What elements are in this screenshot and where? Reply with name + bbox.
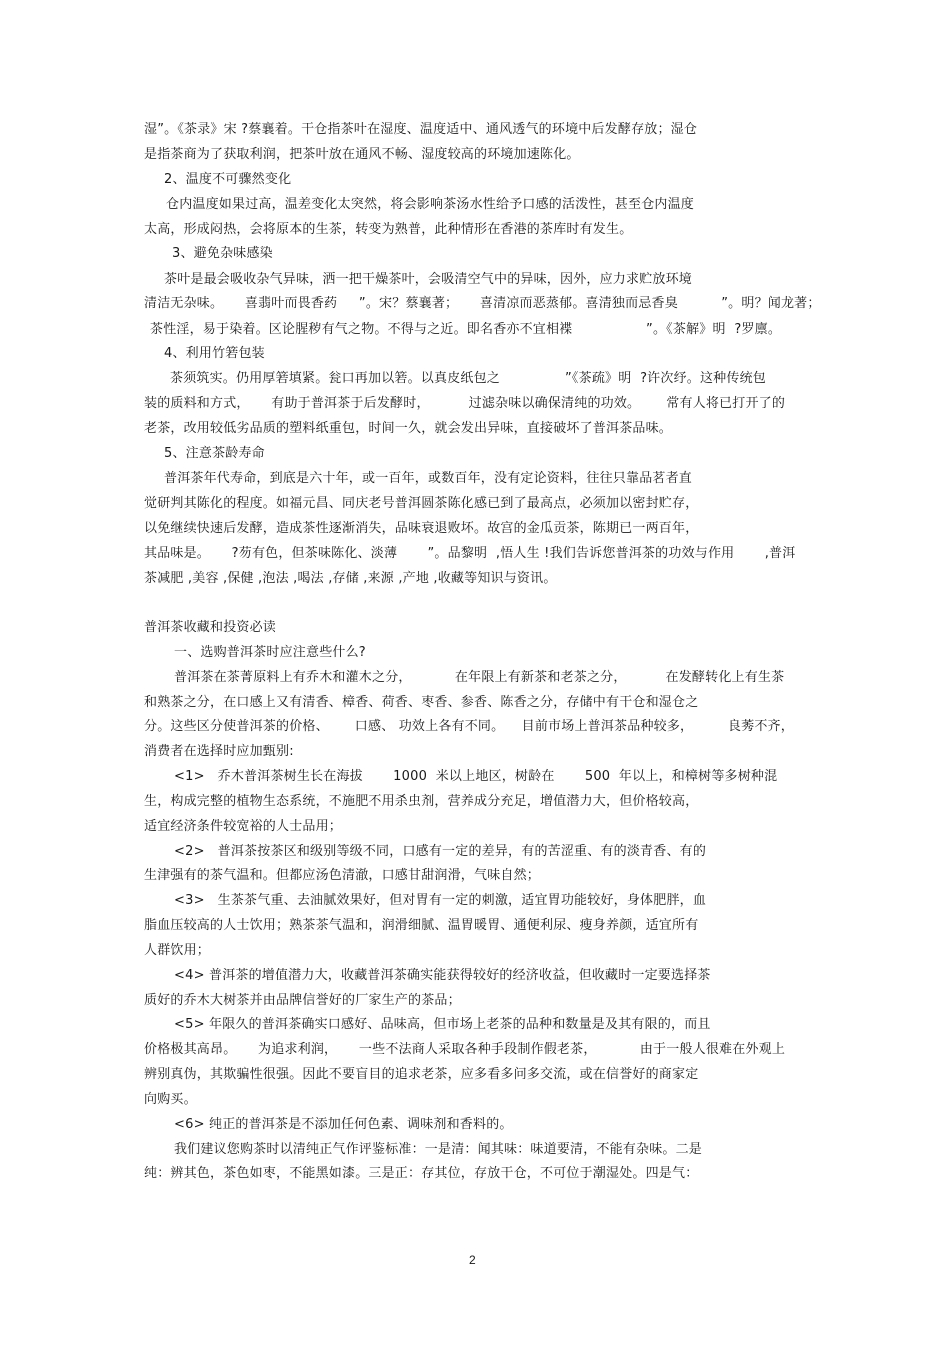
text-line: 和熟茶之分，在口感上又有清香、樟香、荷香、枣香、参香、陈香之分，存储中有干仓和湿仓之 bbox=[144, 695, 699, 710]
text-line: 普洱茶年代寿命，到底是六十年，或一百年，或数百年，没有定论资料，往往只靠品茗者直 bbox=[164, 471, 693, 486]
text-line: 茶叶是最会吸收杂气异味，洒一把干燥茶叶，会吸清空气中的异味，因外，应力求贮放环境 bbox=[164, 272, 693, 287]
article-title: 普洱茶收藏和投资必读 bbox=[144, 620, 277, 635]
text-line: 茶性淫，易于染着。区论腥秽有气之物。不得与之近。即名香亦不宜相褋 ”。《茶解》明 ?罗廪。 bbox=[150, 322, 782, 337]
text-line: 茶减肥 ,美容 ,保健 ,泡法 ,喝法 ,存储 ,来源 ,产地 ,收藏等知识与资讯。 bbox=[144, 571, 557, 586]
text-line: 纯：辨其色，茶色如枣，不能黑如漆。三是正：存其位，存放干仓，不可位于潮湿处。四是气： bbox=[144, 1166, 699, 1181]
text-line: 老茶，改用较低劣品质的塑料纸重包，时间一久，就会发出异味，直接破坏了普洱茶品味。 bbox=[144, 421, 673, 436]
text-line: 质好的乔木大树茶并由品牌信誉好的厂家生产的茶品； bbox=[144, 993, 461, 1008]
text-line: 太高，形成闷热，会将原本的生茶，转变为熟普，此种情形在香港的茶库时有发生。 bbox=[144, 222, 633, 237]
text-line: 生津强有的茶气温和。但都应汤色清澈，口感甘甜润滑，气味自然； bbox=[144, 868, 541, 883]
section-heading: 3、避免杂味感染 bbox=[172, 246, 273, 261]
list-item: <3> 生茶茶气重、去油腻效果好，但对胃有一定的刺激，适宜胃功能较好，身体肥胖，血 bbox=[174, 893, 707, 908]
text-line: 茶须筑实。仍用厚箬填紧。瓮口再加以箬。以真皮纸包之 ”《茶疏》明 ?许次纾。这种传统包 bbox=[170, 371, 766, 386]
list-item: <5> 年限久的普洱茶确实口感好、品味高，但市场上老茶的品种和数量是及其有限的，而且 bbox=[174, 1017, 711, 1032]
section-heading: 4、利用竹箬包装 bbox=[164, 346, 265, 361]
text-line: 消费者在选择时应加甄别: bbox=[144, 744, 294, 759]
list-item: <2> 普洱茶按茶区和级别等级不同，口感有一定的差异，有的苦涩重、有的淡青香、有的 bbox=[174, 844, 707, 859]
text-line: 生，构成完整的植物生态系统，不施肥不用杀虫剂，营养成分充足，增值潜力大，但价格较高， bbox=[144, 794, 699, 809]
text-line: 人群饮用； bbox=[144, 943, 211, 958]
text-line: 分。这些区分使普洱茶的价格、 口感、 功效上各有不同。 目前市场上普洱茶品种较多， 良莠不齐， bbox=[144, 719, 794, 734]
text-line: 向购买。 bbox=[144, 1092, 197, 1107]
text-line: 普洱茶在茶菁原料上有乔木和灌木之分， 在年限上有新茶和老茶之分， 在发酵转化上有生茶 bbox=[174, 670, 785, 685]
text-line: 湿”。《茶录》宋 ?蔡襄着。干仓指茶叶在湿度、温度适中、通风透气的环境中后发酵存放；湿仓 bbox=[144, 122, 698, 137]
text-line: 以免继续快速后发酵，造成茶性逐渐消失，品味衰退败坏。故宫的金瓜贡茶，陈期已一两百年， bbox=[144, 521, 699, 536]
list-item: <4> 普洱茶的增值潜力大，收藏普洱茶确实能获得较好的经济收益，但收藏时一定要选择茶 bbox=[174, 968, 711, 983]
text-line: 装的质料和方式， 有助于普洱茶于后发酵时， 过滤杂味以确保清纯的功效。 常有人将已打开了的 bbox=[144, 396, 786, 411]
section-heading: 2、温度不可骤然变化 bbox=[164, 172, 292, 187]
text-line: 其品味是。 ?芴有色，但茶味陈化、淡薄 ”。品黎明 ,悟人生 !我们告诉您普洱茶的功效与作用 ,普洱 bbox=[144, 546, 796, 561]
text-line: 仓内温度如果过高，温差变化太突然，将会影响茶汤水性给予口感的活泼性，甚至仓内温度 bbox=[166, 197, 695, 212]
list-item: <6> 纯正的普洱茶是不添加任何色素、调味剂和香料的。 bbox=[174, 1117, 513, 1132]
page-number: 2 bbox=[469, 1253, 476, 1267]
text-line: 价格极其高昂。 为追求利润， 一些不法商人采取各种手段制作假老茶， 由于一般人很难在外观上 bbox=[144, 1042, 786, 1057]
text-line: 我们建议您购茶时以清纯正气作评鉴标准：一是清：闻其味：味道要清，不能有杂味。二是 bbox=[174, 1142, 703, 1157]
text-line: 脂血压较高的人士饮用；熟茶茶气温和，润滑细腻、温胃暖胃、通便利尿、瘦身养颜，适宜所有 bbox=[144, 918, 699, 933]
text-line: 觉研判其陈化的程度。如福元昌、同庆老号普洱圆茶陈化感已到了最高点，必须加以密封贮存， bbox=[144, 496, 699, 511]
section-heading: 5、注意茶龄寿命 bbox=[164, 446, 265, 461]
text-line: 辨别真伪，其欺骗性很强。因此不要盲目的追求老茶，应多看多问多交流，或在信誉好的商家定 bbox=[144, 1067, 699, 1082]
section-heading: 一、选购普洱茶时应注意些什么? bbox=[174, 645, 366, 660]
list-item: <1> 乔木普洱茶树生长在海拔 1000 米以上地区，树龄在 500 年以上，和樟树等多树种混 bbox=[174, 769, 778, 784]
text-line: 是指茶商为了获取利润，把茶叶放在通风不畅、湿度较高的环境加速陈化。 bbox=[144, 147, 580, 162]
text-line: 清洁无杂味。 喜翡叶而畏香药 ”。宋？蔡襄著； 喜清凉而恶蒸郁。喜清独而忌香臭 ”。明？闻龙著； bbox=[144, 296, 821, 311]
text-line: 适宜经济条件较宽裕的人士品用； bbox=[144, 819, 343, 834]
